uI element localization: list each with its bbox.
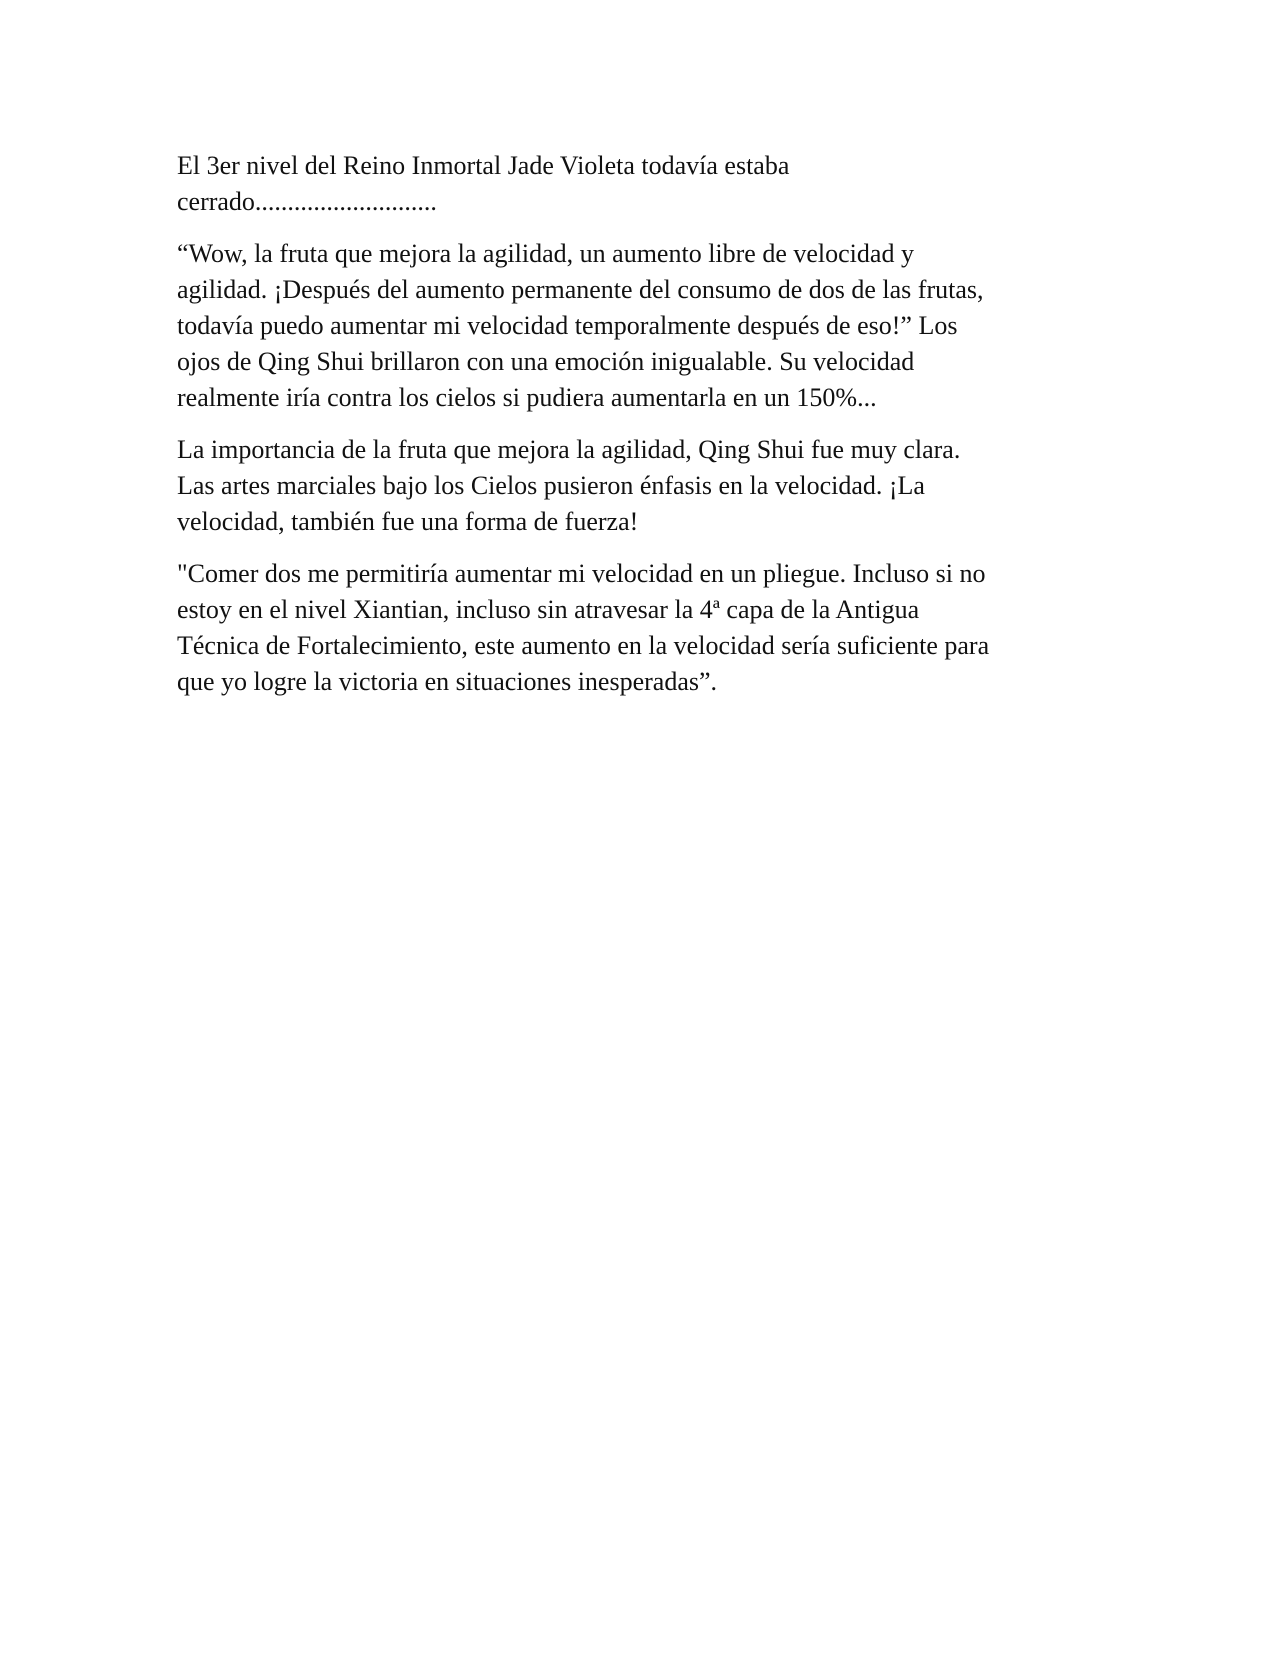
paragraph-4: "Comer dos me permitiría aumentar mi velocidad en un pliegue. Incluso si no estoy en el nivel Xiantian, incluso sin atravesar la 4ª capa de la Antigua Técnica de Fortalecimiento, este aumento en la velocidad sería suficiente para que yo logre la victoria en situaciones inesperadas”. (177, 559, 990, 696)
paragraph-3: La importancia de la fruta que mejora la agilidad, Qing Shui fue muy clara. Las artes marciales bajo los Cielos pusieron énfasis en la velocidad. ¡La velocidad, también fue una forma de fuerza! (177, 435, 961, 536)
paragraph-2: “Wow, la fruta que mejora la agilidad, un aumento libre de velocidad y agilidad. ¡Después del aumento permanente del consumo de dos de las frutas, todavía puedo aumentar mi velocidad temporalmente después de eso!” Los ojos de Qing Shui brillaron con una emoción inigualable. Su velocidad realmente iría contra los cielos si pudiera aumentarla en un 150%... (177, 239, 984, 412)
paragraph-1: El 3er nivel del Reino Inmortal Jade Violeta todavía estaba cerrado............................ (177, 151, 790, 216)
document-body (177, 148, 1107, 716)
